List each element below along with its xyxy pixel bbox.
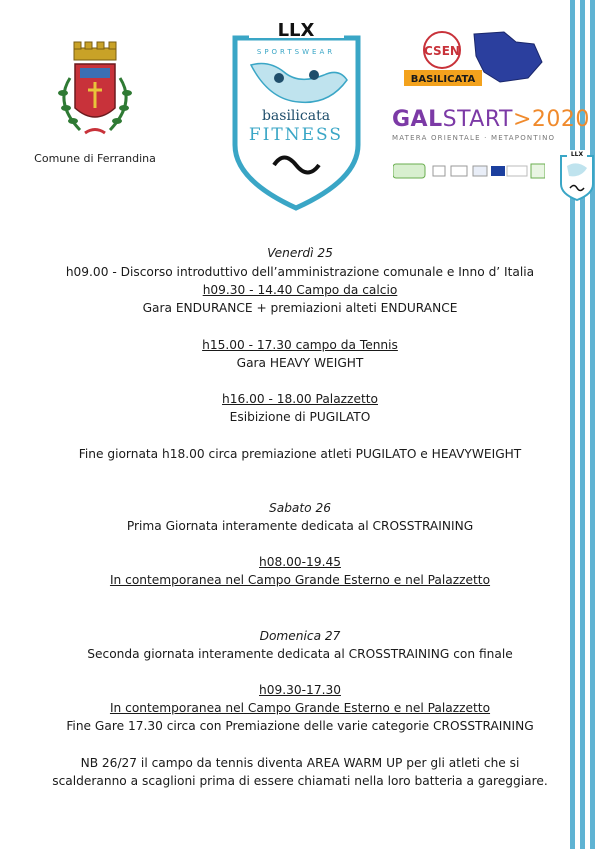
gal-start-logo	[392, 107, 590, 142]
comune-coat-of-arms	[30, 38, 160, 147]
day3-title: Domenica 27	[259, 629, 341, 643]
csen-badge: CSEN	[424, 44, 460, 58]
day3-description: Seconda giornata interamente dedicata al CROSSTRAINING con finale	[87, 647, 513, 661]
comune-caption: Comune di Ferrandina	[34, 152, 156, 165]
day1-opening-line: h09.00 - Discorso introduttivo dell’amministrazione comunale e Inno d’ Italia	[65, 265, 535, 279]
partner-logos-row	[393, 162, 545, 180]
event-logo	[229, 20, 364, 212]
day1-tennis-time: h15.00 - 17.30 campo da Tennis	[202, 338, 398, 352]
logo-sportswear: SPORTSWEAR	[256, 48, 336, 56]
day1-heavy-weight: Gara HEAVY WEIGHT	[236, 356, 364, 370]
note-line-1: NB 26/27 il campo da tennis diventa AREA WARM UP per gli atleti che si	[80, 756, 520, 770]
day2-time: h08.00-19.45	[259, 555, 341, 569]
note-line-2: scalderanno a scaglioni prima di essere chiamati nella loro batteria a gareggiare.	[52, 774, 548, 788]
gal-title: GALSTART>2020	[392, 107, 590, 132]
logo-brand: LLX	[277, 20, 315, 41]
day1-endurance: Gara ENDURANCE + premiazioni alteti ENDURANCE	[142, 301, 458, 315]
logo-fitness: FITNESS	[248, 125, 344, 145]
day3-location: In contemporanea nel Campo Grande Esterno e nel Palazzetto	[109, 701, 491, 715]
day3-award-line: Fine Gare 17.30 circa con Premiazione delle varie categorie CROSSTRAINING	[66, 719, 534, 733]
logo-basilicata: basilicata	[261, 108, 331, 124]
day2-description: Prima Giornata interamente dedicata al CROSSTRAINING	[126, 519, 474, 533]
svg-text:LLX: LLX	[570, 151, 584, 158]
day1-title: Venerdì 25	[267, 246, 333, 260]
day3-time: h09.30-17.30	[259, 683, 341, 697]
day1-end-line: Fine giornata h18.00 circa premiazione atleti PUGILATO e HEAVYWEIGHT	[78, 447, 522, 461]
corner-mini-logo	[559, 150, 595, 202]
csen-basilicata-logo	[404, 28, 546, 90]
day2-title: Sabato 26	[268, 501, 332, 515]
gal-subtitle: MATERA ORIENTALE · METAPONTINO	[392, 134, 556, 142]
day1-palazzetto-time: h16.00 - 18.00 Palazzetto	[222, 392, 378, 406]
csen-label: BASILICATA	[410, 74, 476, 85]
day1-pugilato: Esibizione di PUGILATO	[229, 410, 371, 424]
day2-location: In contemporanea nel Campo Grande Esterno e nel Palazzetto	[109, 573, 491, 587]
day1-calcio-time: h09.30 - 14.40 Campo da calcio	[202, 283, 398, 297]
